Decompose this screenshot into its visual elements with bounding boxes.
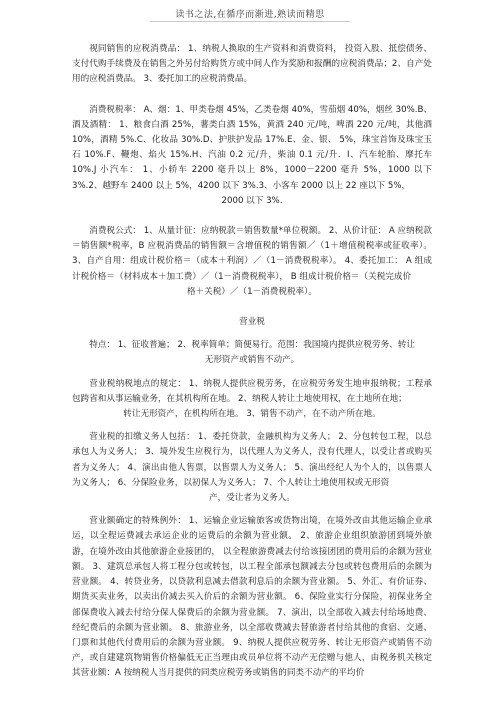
document-body	[72, 42, 432, 682]
paragraph-tax-rates: 消费税税率： A、烟：1、甲类卷烟 45%，乙类卷烟 40%，雪茄烟 40%，烟丝 30%.B、酒及酒精： 1、粮食白酒 25%，薯类白酒 15%，黄酒 240 元/吨，啤酒 220 元/吨，其他酒 10%，酒精 5%.C、化妆品 30%.D、护肤护发品 17%.E、金、银、 5%，珠宝首饰及珠宝玉石 10%.F、鞭炮、焰火 15%.H、汽油 0.2 元/升，柴油 0.1 元/升．I、汽车轮胎、摩托车 10%.J 小汽车： 1、小轿车 2200 毫升以上 8%，1000－2200 毫升 5%，1000 以下 3%.2、越野车 2400 以上 5%，4200 以下 3%.3、小客车 2000 以上 22 座以下 5%，	[72, 104, 432, 191]
paragraph-special-exceptions: 营业额确定的特殊例外： 1、运输企业运输旅客或货物出境，在境外改由其他运输企业承运，以全程运费减去承运企业的运费后的余额为营业额。 2、旅游企业组织旅游团到境外旅游，在境外改由其他旅游企业接团的， 以全程旅游费减去付给该接团团的费用后的余额为营业额。 3、建筑总承包人将工程分包或转包，以工程全部承包额减去分包或转包费用后的余额为营业额。 4、转贷业务，以贷款利息减去借款利息后的余额为营业额。 5、外汇、有价证券、期货买卖业务，以卖出价减去买入价后的余额为营业额。 6、保险业实行分保险，初保业务全部保费收入减去付给分保人保费后的余额为营业额。 7、演出，以全部收入减去付给场地费、经纪费后的余额为营业额。 8、旅游业务，以全部收费减去替旅游者付给其他的食宿、交通、门票和其他代付费用后的余额为营业额。 9、纳税人提供应税劳务、转让无形资产或销售不动产，或自建建筑物销售价格偏低无正当理由或员单位将不动产无偿赠与他人，由税务机关核定其营业额：A 按纳税人当月提供的同类应税劳务或销售的同类不动产的平均价	[72, 516, 432, 679]
section-heading-business-tax: 营业税	[239, 317, 265, 328]
paragraph-tax-location: 营业税纳税地点的规定： 1、纳税人提供应税劳务，在应税劳务发生地申报纳税；工程承包跨省和从事运输业务，在其机构所在地。 2、纳税人转让土地使用权，在土地所在地；	[72, 378, 432, 404]
paragraph-tax-rates-end: 2000 以下 3%.	[221, 195, 283, 206]
paragraph-features-end: 无形资产或销售不动产。	[204, 355, 300, 366]
paragraph-features: 特点： 1、征收普遍； 2、税率简单；简便易行。范围：我国境内提供应税劳务、转让	[89, 340, 415, 351]
paragraph-tax-location-end: 转让无形资产，在机构所在地。 3、销售不动产，在不动产所在地。	[123, 409, 381, 420]
paragraph-withholding-agents: 营业税的扣缴义务人包括： 1、委托贷款，金融机构为义务人； 2、分包转包工程，以总承包人为义务人； 3、境外发生应税行为，以代理人为义务人，没有代理人，以受让者或购买者为义务人； 4、演出由他人售票，以售票人为义务人； 5、演出经纪人为个人的，以售票人为义务人； 6、分保险业务，以初保人为义务人； 7、个人转让土地使用权或无形资	[72, 432, 432, 488]
paragraph-tax-formulas: 消费税公式： 1、从量计征：应纳税款＝销售数量*单位税额。 2、从价计征： A 应纳税款＝销售额*税率，B 应税消费品的销售额＝含增值税的销售额／（1＋增值税税率或征收率）。3、自产自用：组成计税价格＝（成本＋利润）／（1－消费税税率）。 4、委托加工： A 组成计税价格＝（材料成本＋加工费）／（1－消费税税率）， B 组成计税价格＝（关税完成价	[72, 226, 432, 282]
paragraph-withholding-agents-end: 产，受让者为义务人。	[209, 493, 295, 504]
paragraph-deemed-sales: 视同销售的应税消费品： 1、纳税人换取的生产资料和消费资料， 投资入股、抵偿债务、支付代购手续费及在销售之外另付给购货方或中间人作为奖励和报酬的应税消费品；2、自产处用的应税消费品。 3、委托加工的应税消费品。	[72, 44, 432, 85]
header-divider	[150, 21, 350, 22]
page-header: 读书之法,在循序而渐进,熟读而精思	[175, 10, 325, 20]
paragraph-tax-formulas-end: 格＋关税）／（1－消费税税率）。	[186, 286, 318, 297]
